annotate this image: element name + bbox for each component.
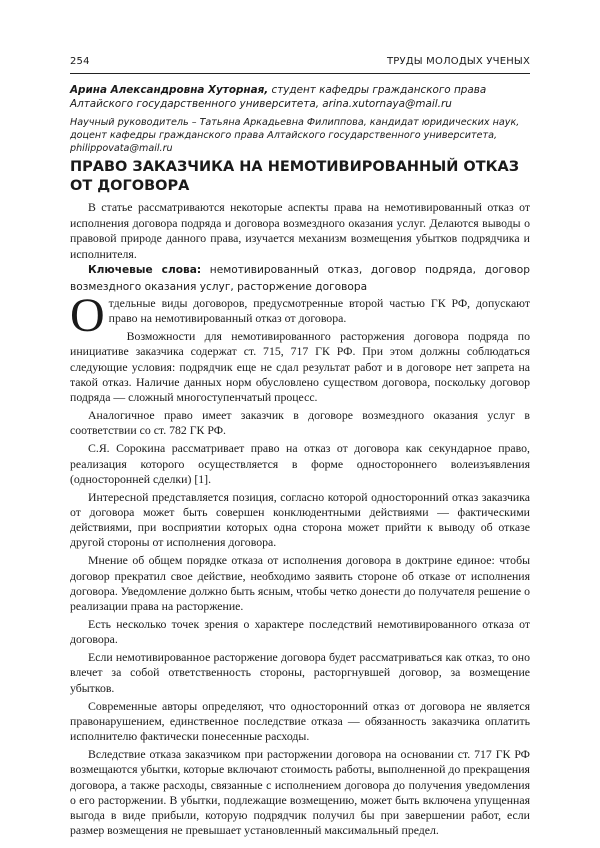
- journal-title: ТРУДЫ МОЛОДЫХ УЧЕНЫХ: [386, 56, 530, 67]
- article-title: ПРАВО ЗАКАЗЧИКА НА НЕМОТИВИРОВАННЫЙ ОТКАЗ ОТ ДОГОВОРА: [70, 159, 519, 194]
- body-paragraph-1-text: тдельные виды договоров, предусмотренные второй частью ГК РФ, допускают право на немотивированный отказ от договора.: [108, 296, 530, 326]
- body-paragraph-4: С.Я. Сорокина рассматривает право на отказ от договора как секундарное право, реализация которого осуществляется в форме одностороннего волеизъявления (односторонней сделки) [1].: [70, 441, 530, 486]
- author-name: Арина Александровна Хуторная,: [70, 84, 269, 96]
- body-paragraph-2: Возможности для немотивированного расторжения договора подряда по инициативе заказчика содержат ст. 715, 717 ГК РФ. При этом должны соблюдаться следующие условия: подрядчик еще не сдал результат работ и в договоре нет запрета на такой отказ. Наличие данных норм обусловлено существом договора, поскольку договор подряда — сложный многоступенчатый процесс.: [70, 329, 530, 404]
- body-paragraph-9: Современные авторы определяют, что односторонний отказ от договора не является правонарушением, единственное последствие отказа — обязанность заказчика оплатить исполнителю фактически понесенные расходы.: [70, 698, 530, 744]
- article-body: [70, 289, 530, 841]
- drop-cap: О: [70, 289, 105, 342]
- supervisor-line: Научный руководитель – Татьяна Аркадьевна Филиппова, кандидат юридических наук, доцент кафедры гражданского права Алтайского государственного университета, philippovata@mail.ru: [70, 117, 520, 154]
- body-paragraph-10: Вследствие отказа заказчиком при расторжении договора на основании ст. 717 ГК РФ возмещаются убытки, которые включают стоимость работы, выполненной до прекращения договора, а также расходы, связанные с исполнением договора до получения уведомления о его расторжении. В убытки, подлежащие возмещению, может быть включена упущенная выгода в виде прибыли, которую подрядчик получил бы при завершении работ, если размер возмещения не превышает установленный максимальный предел.: [70, 747, 530, 837]
- keywords-list: немотивированный отказ, договор подряда, договор возмездного оказания услуг, расторжение договора: [70, 264, 530, 293]
- author-line: [70, 83, 530, 111]
- keywords: [70, 262, 530, 295]
- abstract: [70, 200, 530, 296]
- body-paragraph-3: Аналогичное право имеет заказчик в договоре возмездного оказания услуг в соответствии со ст. 782 ГК РФ.: [70, 408, 530, 438]
- running-header: [70, 53, 530, 74]
- body-paragraph-8: Если немотивированное расторжение договора будет рассматриваться как отказ, то оно влечет за собой ответственность стороны, расторгнувшей договор, за возмещение убытков.: [70, 650, 530, 695]
- body-paragraph-5: Интересной представляется позиция, согласно которой односторонний отказ заказчика от договора может быть совершен конклюдентными действиями — фактическими действиями, при восприятии которых одна сторона может прийти к выводу об отказе другой стороны от исполнения договора.: [70, 489, 530, 550]
- body-paragraph-6: Мнение об общем порядке отказа от исполнения договора в доктрине единое: чтобы договор прекратил свое действие, необходимо заявить стороне об отказе от исполнения договора. Уведомление должно быть ясным, чтобы четко донести до получателя решение о реализации права на расторжение.: [70, 553, 530, 613]
- body-paragraph-1: [70, 289, 530, 342]
- author-info: студент кафедры гражданского права Алтайского государственного университета, arina.xutornaya@mail.ru: [70, 84, 487, 110]
- body-paragraph-7: Есть несколько точек зрения о характере последствий немотивированного отказа от договора.: [70, 617, 530, 647]
- abstract-text: В статье рассматриваются некоторые аспекты права на немотивированный отказ от исполнения договора подряда и договора возмездного оказания услуг. Делаются выводы о правовой природе данного права, изучается механизм возмещения убытков подрядчика и исполнителя.: [70, 200, 530, 261]
- page-number: 254: [70, 56, 90, 67]
- author-block: [70, 83, 530, 155]
- keywords-label: Ключевые слова:: [88, 264, 202, 277]
